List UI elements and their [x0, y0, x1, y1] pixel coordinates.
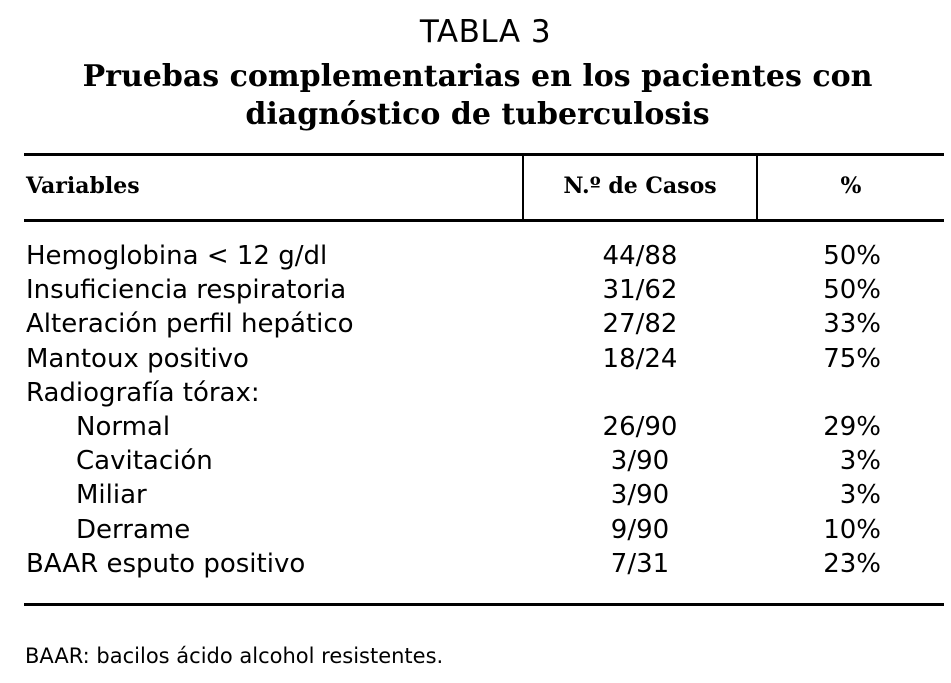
percent-cell: 10% [823, 514, 881, 545]
variable-cell: Miliar [76, 480, 147, 511]
percent-cell: 3% [839, 480, 881, 511]
percent-cell: 50% [823, 275, 881, 306]
table-title-line-1: Pruebas complementarias en los pacientes con [82, 59, 873, 94]
variable-cell: Radiografía tórax: [26, 377, 260, 408]
top-rule [24, 153, 944, 156]
percent-cell: 23% [823, 548, 881, 579]
variable-cell: Derrame [76, 514, 191, 545]
variable-cell: Alteración perfil hepático [26, 309, 354, 340]
cases-cell: 7/31 [610, 548, 670, 579]
table-row [24, 239, 944, 273]
percent-cell: 50% [823, 241, 881, 271]
variable-cell: Normal [76, 411, 171, 442]
percent-cell: 75% [823, 343, 881, 374]
cases-cell: 9/90 [610, 514, 670, 545]
cases-cell: 3/90 [610, 480, 670, 511]
cases-cell: 26/90 [602, 411, 678, 442]
header-cases: N.º de Casos [563, 173, 717, 199]
header-rule [24, 219, 944, 222]
table-row-group-header [24, 376, 944, 410]
table-row [24, 513, 944, 547]
variable-cell: BAAR esputo positivo [26, 548, 306, 579]
header-variables: Variables [26, 173, 140, 199]
table-row [24, 307, 944, 341]
cases-cell: 27/82 [602, 309, 678, 340]
cases-cell: 3/90 [610, 446, 670, 477]
cases-cell: 18/24 [602, 343, 678, 374]
table-title [24, 58, 931, 134]
table-title-line-2: diagnóstico de tuberculosis [245, 97, 710, 132]
table-number: TABLA 3 [419, 14, 552, 50]
cases-cell: 31/62 [602, 275, 678, 306]
table-row [24, 342, 944, 376]
table-row [24, 273, 944, 307]
footnote: BAAR: bacilos ácido alcohol resistentes. [25, 644, 444, 668]
table-row [24, 478, 944, 512]
variable-cell: Mantoux positivo [26, 343, 249, 374]
table-row [24, 410, 944, 444]
percent-cell: 3% [839, 446, 881, 477]
table-row [24, 444, 944, 478]
percent-cell: 29% [823, 411, 881, 442]
variable-cell: Cavitación [76, 446, 213, 477]
header-percent: % [840, 173, 862, 199]
table-body [24, 239, 944, 581]
table-row [24, 547, 944, 581]
variable-cell: Insuficiencia respiratoria [26, 275, 347, 306]
cases-cell: 44/88 [602, 241, 678, 271]
percent-cell: 33% [823, 309, 881, 340]
variable-cell: Hemoglobina < 12 g/dl [26, 241, 328, 271]
bottom-rule [24, 603, 944, 606]
